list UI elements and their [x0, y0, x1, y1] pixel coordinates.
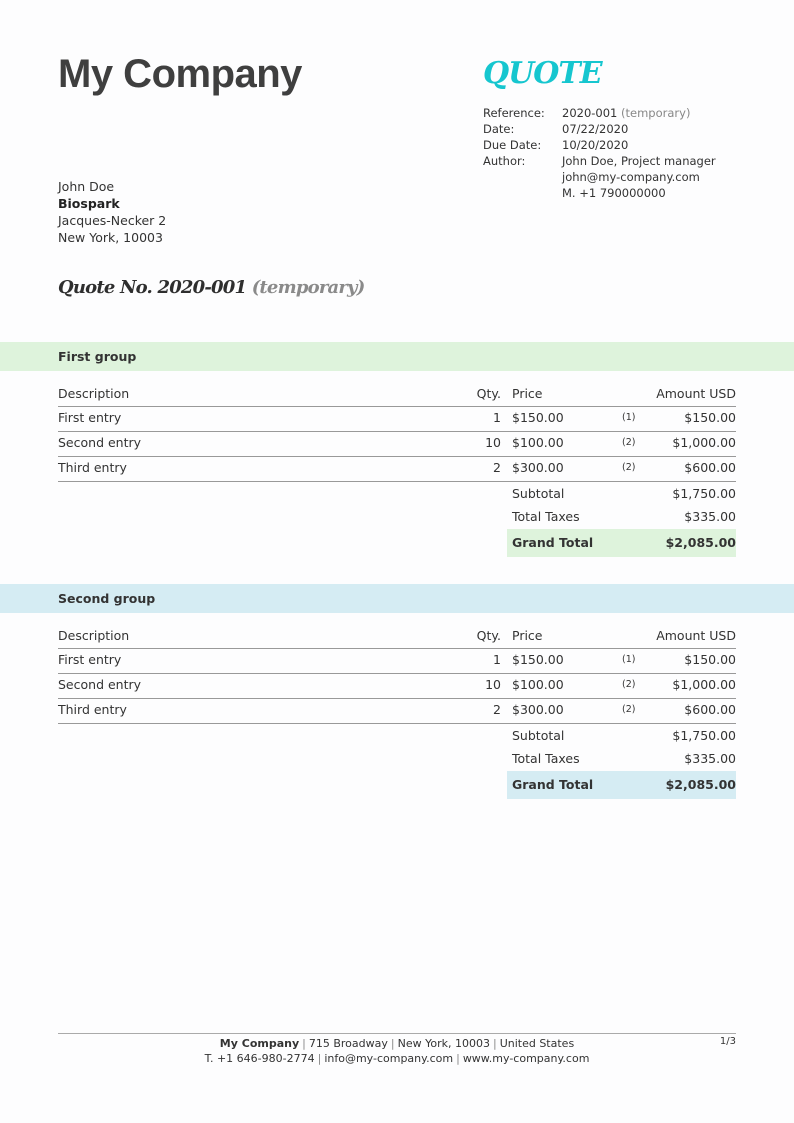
grand-total-label: Grand Total: [512, 777, 594, 792]
item-price: $100.00: [512, 677, 564, 692]
taxes-label: Total Taxes: [512, 509, 580, 524]
meta-key: Due Date:: [483, 138, 542, 152]
page-number: 1/3: [719, 1036, 736, 1047]
table-row: [58, 699, 736, 724]
table-header-row: [58, 625, 736, 649]
meta-key: Reference:: [483, 106, 545, 120]
footer-separator: |: [456, 1052, 460, 1065]
table-row: [58, 457, 736, 482]
table-row: [58, 432, 736, 457]
meta-value: 2020-001: [562, 106, 618, 120]
item-price: $150.00: [512, 410, 564, 425]
line-items-table: [58, 625, 736, 799]
item-description: Third entry: [58, 702, 127, 717]
item-qty: 2: [493, 702, 501, 717]
group-header: Second group: [0, 584, 794, 613]
item-description: First entry: [58, 410, 122, 425]
subtotal-value: $1,750.00: [672, 486, 736, 501]
footer-divider: [58, 1033, 736, 1034]
grand-total-row: [507, 529, 736, 557]
taxes-row: [507, 505, 736, 528]
item-price: $300.00: [512, 702, 564, 717]
col-amount-header: Amount USD: [656, 628, 736, 643]
quote-number: Quote No. 2020-001: [58, 277, 247, 298]
col-amount-header: Amount USD: [656, 386, 736, 401]
grand-total-value: $2,085.00: [665, 535, 736, 550]
item-description: Second entry: [58, 677, 142, 692]
col-qty-header: Qty.: [476, 628, 501, 643]
item-amount: $150.00: [684, 652, 736, 667]
table-row: [58, 649, 736, 674]
item-qty: 10: [485, 677, 501, 692]
item-amount: $1,000.00: [672, 677, 736, 692]
subtotal-row: [507, 724, 736, 747]
item-amount: $150.00: [684, 410, 736, 425]
meta-author: [483, 153, 716, 169]
recipient-name: John Doe: [58, 179, 115, 194]
table-header-row: [58, 383, 736, 407]
item-price: $300.00: [512, 460, 564, 475]
subtotal-label: Subtotal: [512, 486, 565, 501]
item-price: $100.00: [512, 435, 564, 450]
meta-extra: (temporary): [621, 106, 691, 120]
footer-website[interactable]: www.my-company.com: [462, 1052, 590, 1065]
meta-value: 10/20/2020: [562, 138, 629, 152]
footer-email[interactable]: info@my-company.com: [324, 1052, 454, 1065]
meta-email: [483, 169, 716, 185]
meta-value: M. +1 790000000: [562, 186, 666, 200]
grand-total-value: $2,085.00: [665, 777, 736, 792]
item-amount: $1,000.00: [672, 435, 736, 450]
recipient-company: Biospark: [58, 196, 120, 211]
meta-key: [483, 185, 562, 201]
item-description: Third entry: [58, 460, 127, 475]
footer-separator: |: [302, 1037, 306, 1050]
item-qty: 1: [493, 410, 501, 425]
footer-phone: T. +1 646-980-2774: [204, 1052, 315, 1065]
item-tax-ref: (2): [622, 679, 636, 690]
grand-total-row: [507, 771, 736, 799]
company-title: My Company: [58, 52, 302, 96]
item-tax-ref: (2): [622, 462, 636, 473]
subtotal-label: Subtotal: [512, 728, 565, 743]
recipient-city: New York, 10003: [58, 230, 163, 245]
col-qty-header: Qty.: [476, 386, 501, 401]
item-tax-ref: (2): [622, 437, 636, 448]
footer-separator: |: [390, 1037, 395, 1050]
meta-key: [483, 169, 562, 185]
item-price: $150.00: [512, 652, 564, 667]
item-tax-ref: (1): [622, 654, 636, 665]
taxes-label: Total Taxes: [512, 751, 580, 766]
group-header: First group: [0, 342, 794, 371]
meta-key: Date:: [483, 122, 515, 136]
footer-city: New York, 10003: [397, 1037, 490, 1050]
subtotal-row: [507, 482, 736, 505]
item-description: Second entry: [58, 435, 142, 450]
meta-key: Author:: [483, 154, 526, 168]
meta-due-date: [483, 137, 716, 153]
col-description-header: Description: [58, 386, 130, 401]
meta-mobile: [483, 185, 716, 201]
item-tax-ref: (2): [622, 704, 636, 715]
taxes-value: $335.00: [684, 751, 736, 766]
quote-status: (temporary): [251, 277, 365, 298]
subtotal-value: $1,750.00: [672, 728, 736, 743]
footer-street: 715 Broadway: [308, 1037, 388, 1050]
footer-company: My Company: [219, 1037, 300, 1050]
footer-separator: |: [317, 1052, 322, 1065]
item-amount: $600.00: [684, 460, 736, 475]
col-description-header: Description: [58, 628, 130, 643]
meta-value: john@my-company.com: [562, 170, 700, 184]
taxes-value: $335.00: [684, 509, 736, 524]
col-price-header: Price: [512, 386, 543, 401]
item-qty: 2: [493, 460, 501, 475]
item-description: First entry: [58, 652, 122, 667]
meta-date: [483, 121, 716, 137]
item-qty: 10: [485, 435, 501, 450]
grand-total-label: Grand Total: [512, 535, 594, 550]
quote-meta: [483, 105, 716, 201]
meta-value: 07/22/2020: [562, 122, 629, 136]
line-items-table: [58, 383, 736, 557]
item-amount: $600.00: [684, 702, 736, 717]
meta-value: John Doe, Project manager: [562, 154, 716, 168]
item-tax-ref: (1): [622, 412, 636, 423]
recipient-address: [58, 178, 166, 246]
quote-heading: QUOTE: [483, 56, 602, 91]
footer-address-line: [58, 1036, 736, 1051]
footer-contact-line: [58, 1051, 736, 1066]
table-row: [58, 407, 736, 432]
meta-reference: [483, 105, 716, 121]
col-price-header: Price: [512, 628, 543, 643]
page-footer: [58, 1036, 736, 1066]
quote-number-title: [58, 277, 364, 298]
recipient-street: Jacques-Necker 2: [58, 213, 167, 228]
table-row: [58, 674, 736, 699]
taxes-row: [507, 747, 736, 770]
item-qty: 1: [493, 652, 501, 667]
footer-separator: |: [492, 1037, 497, 1050]
footer-country: United States: [499, 1037, 575, 1050]
